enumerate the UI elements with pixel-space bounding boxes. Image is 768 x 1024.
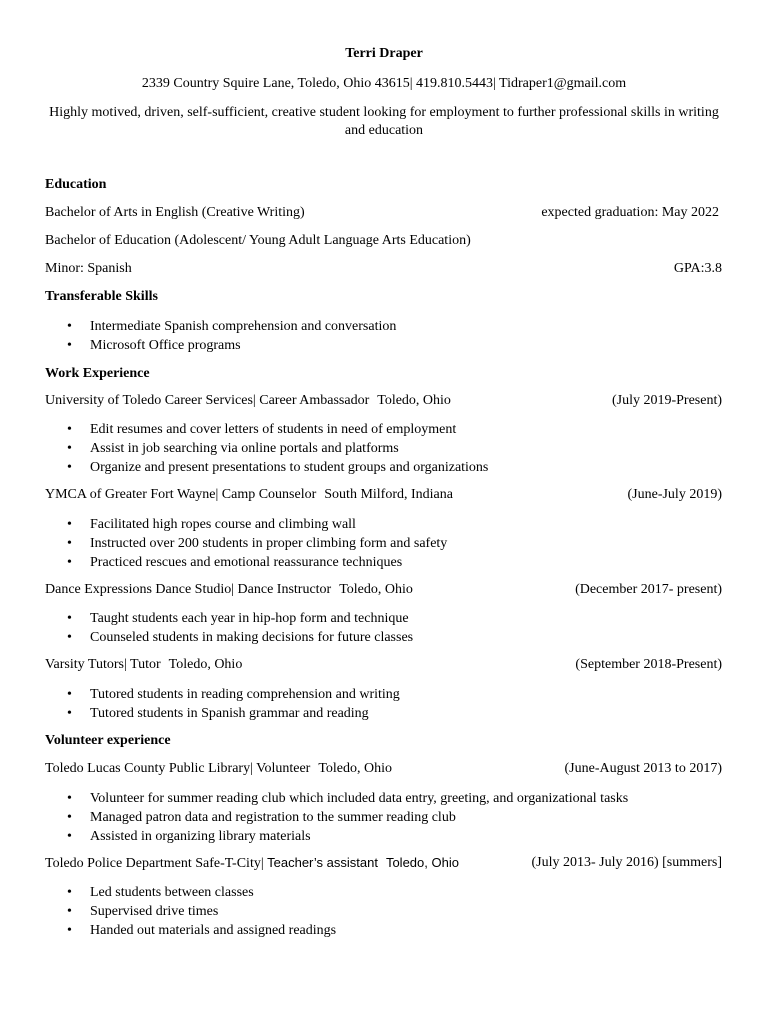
job-row-library <box>45 761 722 779</box>
list-item: • Facilitated high ropes course and climbing wall <box>67 517 356 532</box>
job-title: Dance Expressions Dance Studio| Dance Instructor <box>45 582 332 597</box>
minor-row <box>45 261 722 279</box>
job-bullets-library <box>0 789 628 846</box>
job-title: YMCA of Greater Fort Wayne| Camp Counselor <box>45 487 317 502</box>
job-row-safe-t-city <box>45 855 722 873</box>
list-item: • Intermediate Spanish comprehension and conversation <box>67 319 397 334</box>
resume-name: Terri Draper <box>345 46 423 61</box>
list-item: • Tutored students in reading comprehension and writing <box>67 687 400 702</box>
list-item: • Microsoft Office programs <box>67 338 241 353</box>
work-heading: Work Experience <box>45 366 150 381</box>
list-item: • Counseled students in making decisions for future classes <box>67 630 414 645</box>
job-bullets-safe-t-city <box>0 883 336 940</box>
job-row-dance <box>45 582 722 600</box>
list-item: • Assisted in organizing library materials <box>67 829 311 844</box>
bullet-icon: • <box>67 555 72 570</box>
gpa-text: GPA:3.8 <box>673 261 722 276</box>
degree-row-1 <box>45 205 722 223</box>
graduation-date: expected graduation: May 2022 <box>541 205 719 220</box>
job-location: Toledo, Ohio <box>168 657 243 672</box>
bullet-icon: • <box>67 706 72 721</box>
job-dates: (July 2013- July 2016) [summers] <box>531 855 722 870</box>
skills-list <box>0 317 396 355</box>
bullet-icon: • <box>67 885 72 900</box>
list-item: • Edit resumes and cover letters of students in need of employment <box>67 422 457 437</box>
job-dates: (September 2018-Present) <box>575 657 722 672</box>
job-dates: (December 2017- present) <box>575 582 722 597</box>
bullet-icon: • <box>67 441 72 456</box>
degree-english: Bachelor of Arts in English (Creative Writing) <box>45 205 305 220</box>
bullet-icon: • <box>67 611 72 626</box>
job-dates: (July 2019-Present) <box>611 393 722 408</box>
minor-text: Minor: Spanish <box>45 261 132 276</box>
job-title: Varsity Tutors| Tutor <box>45 657 161 672</box>
bullet-icon: • <box>67 422 72 437</box>
job-location: Toledo, Ohio <box>318 761 393 776</box>
job-title: Toledo Lucas County Public Library| Volunteer <box>45 761 311 776</box>
job-location: Toledo, Ohio <box>339 582 413 597</box>
objective-statement: Highly motived, driven, self-sufficient, creative student looking for employment to further professional skills in writing and education <box>49 105 719 138</box>
list-item: • Instructed over 200 students in proper climbing form and safety <box>67 536 448 551</box>
bullet-icon: • <box>67 517 72 532</box>
job-bullets-tutor <box>0 685 400 723</box>
degree-row-2 <box>45 233 722 251</box>
volunteer-heading: Volunteer experience <box>45 733 171 748</box>
job-dates: (June-July 2019) <box>627 487 722 502</box>
bullet-icon: • <box>67 829 72 844</box>
bullet-icon: • <box>67 904 72 919</box>
degree-education: Bachelor of Education (Adolescent/ Young Adult Language Arts Education) <box>45 233 471 248</box>
bullet-icon: • <box>67 319 72 334</box>
job-row-tutor <box>45 657 722 675</box>
job-title: Toledo Police Department Safe-T-City| <box>45 856 264 871</box>
job-title: University of Toledo Career Services| Career Ambassador <box>45 393 370 408</box>
job-bullets-ymca <box>0 515 447 572</box>
list-item: • Taught students each year in hip-hop form and technique <box>67 611 409 626</box>
bullet-icon: • <box>67 810 72 825</box>
bullet-icon: • <box>67 923 72 938</box>
bullet-icon: • <box>67 687 72 702</box>
job-bullets-dance <box>0 609 413 647</box>
education-heading: Education <box>45 177 107 192</box>
bullet-icon: • <box>67 791 72 806</box>
bullet-icon: • <box>67 338 72 353</box>
job-role: Teacher’s assistant <box>267 855 378 870</box>
bullet-icon: • <box>67 536 72 551</box>
bullet-icon: • <box>67 460 72 475</box>
list-item: • Assist in job searching via online portals and platforms <box>67 441 399 456</box>
job-bullets-career-services <box>0 420 488 477</box>
contact-line: 2339 Country Squire Lane, Toledo, Ohio 43615| 419.810.5443| Tidraper1@gmail.com <box>141 76 627 91</box>
job-row-ymca <box>45 487 722 505</box>
list-item: • Managed patron data and registration to the summer reading club <box>67 810 456 825</box>
list-item: • Handed out materials and assigned readings <box>67 923 337 938</box>
job-location: South Milford, Indiana <box>324 487 453 502</box>
list-item: • Supervised drive times <box>67 904 219 919</box>
skills-heading: Transferable Skills <box>45 289 158 304</box>
bullet-icon: • <box>67 630 72 645</box>
job-dates: (June-August 2013 to 2017) <box>564 761 722 776</box>
list-item: • Volunteer for summer reading club which included data entry, greeting, and organizational tasks <box>67 791 629 806</box>
list-item: • Led students between classes <box>67 885 254 900</box>
job-location: Toledo, Ohio <box>385 855 459 870</box>
job-location: Toledo, Ohio <box>377 393 451 408</box>
list-item: • Practiced rescues and emotional reassurance techniques <box>67 555 403 570</box>
job-row-career-services <box>45 393 722 411</box>
list-item: • Organize and present presentations to student groups and organizations <box>67 460 489 475</box>
list-item: • Tutored students in Spanish grammar and reading <box>67 706 369 721</box>
